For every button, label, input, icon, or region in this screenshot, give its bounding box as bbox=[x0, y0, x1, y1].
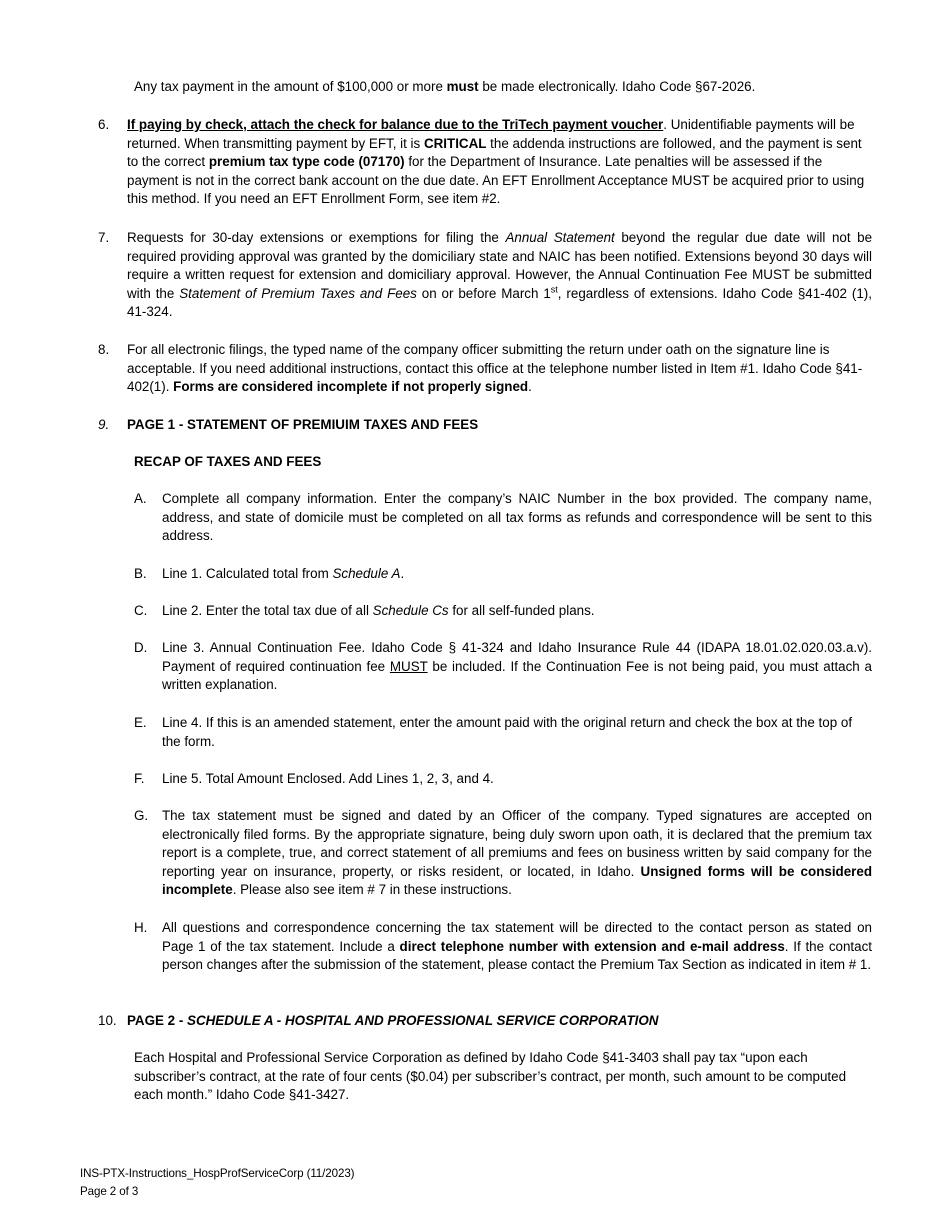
item-number: 8. bbox=[98, 342, 110, 357]
sub-item-label: G. bbox=[134, 808, 149, 823]
sub-item-c bbox=[134, 602, 872, 621]
instruction-item-10 bbox=[98, 1012, 872, 1031]
schedule-a-text: Each Hospital and Professional Service Corporation as defined by Idaho Code §41-3403 shall pay tax “upon each subscriber’s contract, at the rate of four cents ($0.04) per subscriber’s contract, per month, such amount to be computed each month.” Idaho Code §41-3427. bbox=[134, 1050, 847, 1103]
sub-item-text: Line 3. Annual Continuation Fee. Idaho Code § 41-324 and Idaho Insurance Rule 44 (IDAPA 18.01.02.020.03.a.v). Payment of required continuation fee MUST be included. If the Continuation Fee is not being paid, you must attach a written explanation. bbox=[162, 640, 872, 693]
item-text: Requests for 30-day extensions or exemptions for filing the Annual Statement beyond the regular due date will not be required providing approval was granted by the domiciliary state and NAIC has been notified. Extensions beyond 30 days will require a written request for extension and domiciliary approval. However, the Annual Continuation Fee MUST be submitted with the Statement of Premium Taxes and Fees on or before March 1st, regardless of extensions. Idaho Code §41-402 (1), 41-324. bbox=[127, 230, 873, 320]
instruction-item-6 bbox=[98, 116, 872, 209]
sub-item-label: H. bbox=[134, 920, 148, 935]
item-number: 9. bbox=[98, 417, 110, 432]
sub-item-text: All questions and correspondence concerning the tax statement will be directed to the contact person as stated on Page 1 of the tax statement. Include a direct telephone number with extension and e-mail address. If the contact person changes after the submission of the statement, please contact the Premium Tax Section as indicated in item # 1. bbox=[162, 920, 872, 973]
item-text: If paying by check, attach the check for balance due to the TriTech payment voucher. Unidentifiable payments will be returned. When transmitting payment by EFT, it is CRITICAL the addenda instructions are followed, and the payment is sent to the correct premium tax type code (07170) for the Department of Insurance. Late penalties will be assessed if the payment is not in the correct bank account on the due date. An EFT Enrollment Acceptance MUST be acquired prior to using this method. If you need an EFT Enrollment Form, see item #2. bbox=[127, 117, 865, 207]
instruction-item-7 bbox=[98, 229, 872, 322]
footer-page-number: Page 2 of 3 bbox=[80, 1185, 139, 1198]
sub-item-f bbox=[134, 770, 872, 789]
sub-item-text: Line 1. Calculated total from Schedule A. bbox=[162, 566, 405, 581]
sub-item-d bbox=[134, 639, 872, 695]
sub-item-text: Complete all company information. Enter the company’s NAIC Number in the box provided. The company name, address, and state of domicile must be completed on all tax forms as refunds and correspondence will be sent to this address. bbox=[162, 491, 872, 544]
sub-item-e bbox=[134, 714, 872, 751]
sub-item-a bbox=[134, 490, 872, 546]
sub-item-label: A. bbox=[134, 491, 147, 506]
sub-item-label: E. bbox=[134, 715, 147, 730]
sub-item-h bbox=[134, 919, 872, 975]
item-number: 6. bbox=[98, 117, 110, 132]
instruction-item-9 bbox=[98, 416, 872, 435]
section-subheading: RECAP OF TAXES AND FEES bbox=[134, 454, 322, 469]
item-number: 7. bbox=[98, 230, 110, 245]
sub-item-label: C. bbox=[134, 603, 148, 618]
sub-item-b bbox=[134, 565, 872, 584]
section-heading: PAGE 1 - STATEMENT OF PREMIUIM TAXES AND FEES bbox=[127, 417, 479, 432]
section-heading: PAGE 2 - SCHEDULE A - HOSPITAL AND PROFESSIONAL SERVICE CORPORATION bbox=[127, 1013, 659, 1028]
sub-item-label: B. bbox=[134, 566, 147, 581]
sub-item-text: Line 5. Total Amount Enclosed. Add Lines 1, 2, 3, and 4. bbox=[162, 771, 494, 786]
electronic-payment-note: Any tax payment in the amount of $100,000 or more must be made electronically. Idaho Code §67-2026. bbox=[134, 79, 756, 94]
sub-item-g bbox=[134, 807, 872, 900]
sub-item-text: Line 2. Enter the total tax due of all Schedule Cs for all self-funded plans. bbox=[162, 603, 595, 618]
sub-item-label: D. bbox=[134, 640, 148, 655]
item-text: For all electronic filings, the typed name of the company officer submitting the return under oath on the signature line is acceptable. If you need additional instructions, contact this office at the telephone number listed in Item #1. Idaho Code §41-402(1). Forms are considered incomplete if not properly signed. bbox=[127, 342, 863, 395]
sub-item-text: The tax statement must be signed and dated by an Officer of the company. Typed signatures are accepted on electronically filed forms. By the appropriate signature, being duly sworn upon oath, it is declared that the premium tax report is a complete, true, and correct statement of all premiums and fees on business written by said company for the reporting year on insurance, property, or risks resident, or located, in Idaho. Unsigned forms will be considered incomplete. Please also see item # 7 in these instructions. bbox=[162, 808, 872, 898]
footer-form-id: INS-PTX-Instructions_HospProfServiceCorp (11/2023) bbox=[80, 1167, 355, 1180]
item-number: 10. bbox=[98, 1013, 117, 1028]
sub-item-label: F. bbox=[134, 771, 145, 786]
sub-item-text: Line 4. If this is an amended statement, enter the amount paid with the original return and check the box at the top of the form. bbox=[162, 715, 853, 749]
instruction-item-8 bbox=[98, 341, 872, 397]
